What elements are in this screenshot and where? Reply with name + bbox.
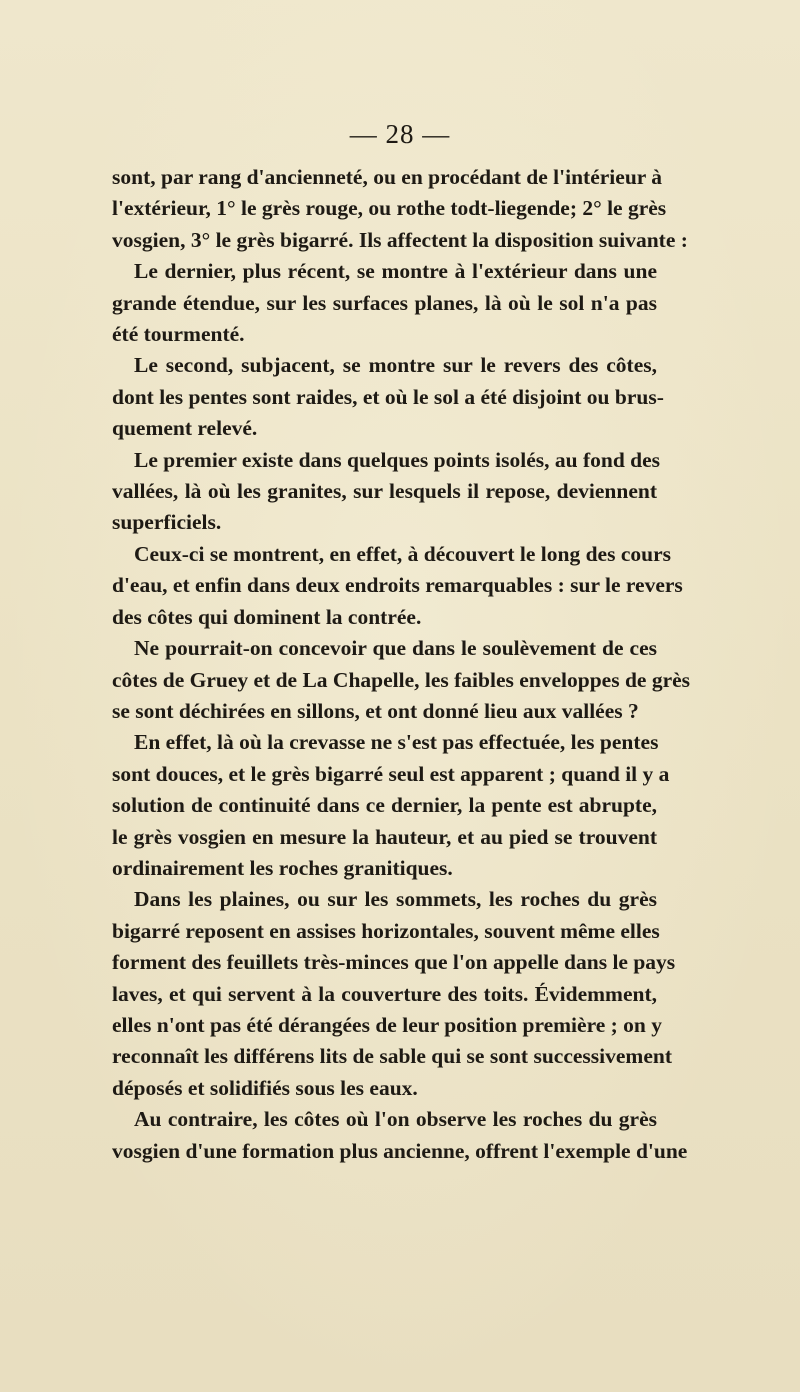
text-line: En effet, là où la crevasse ne s'est pas effectuée, les pentes bbox=[134, 730, 659, 755]
text-line: sont douces, et le grès bigarré seul est apparent ; quand il y a bbox=[112, 761, 670, 786]
text-line: déposés et solidifiés sous les eaux. bbox=[112, 1075, 418, 1100]
text-line: dont les pentes sont raides, et où le sol a été disjoint ou brus- bbox=[112, 384, 664, 409]
text-line: reconnaît les différens lits de sable qui se sont successivement bbox=[112, 1044, 672, 1069]
text-line: vosgien d'une formation plus ancienne, offrent l'exemple d'une bbox=[112, 1138, 688, 1163]
text-line: ordinairement les roches granitiques. bbox=[112, 855, 453, 880]
text-line: quement relevé. bbox=[112, 416, 258, 441]
text-line: Le second, subjacent, se montre sur le revers des côtes, bbox=[134, 353, 657, 378]
text-line: le grès vosgien en mesure la hauteur, et au pied se trouvent bbox=[112, 824, 657, 849]
text-line: superficiels. bbox=[112, 510, 222, 535]
text-line: bigarré reposent en assises horizontales, souvent même elles bbox=[112, 918, 660, 943]
text-line: Le dernier, plus récent, se montre à l'extérieur dans une bbox=[134, 259, 657, 284]
text-line: d'eau, et enfin dans deux endroits remarquables : sur le revers bbox=[112, 573, 683, 598]
body-text bbox=[112, 162, 691, 1167]
text-line: laves, et qui servent à la couverture des toits. Évidemment, bbox=[112, 981, 657, 1006]
text-line: des côtes qui dominent la contrée. bbox=[112, 604, 422, 629]
text-line: grande étendue, sur les surfaces planes, là où le sol n'a pas bbox=[112, 290, 657, 315]
text-line: se sont déchirées en sillons, et ont donné lieu aux vallées ? bbox=[112, 698, 639, 723]
text-line: Au contraire, les côtes où l'on observe les roches du grès bbox=[134, 1107, 657, 1132]
text-line: Dans les plaines, ou sur les sommets, les roches du grès bbox=[134, 887, 657, 912]
page-number: — 28 — bbox=[349, 119, 451, 149]
text-line: côtes de Gruey et de La Chapelle, les faibles enveloppes de grès bbox=[112, 667, 691, 692]
text-line: été tourmenté. bbox=[112, 322, 245, 347]
text-line: Le premier existe dans quelques points isolés, au fond des bbox=[134, 447, 661, 472]
text-line: forment des feuillets très-minces que l'on appelle dans le pays bbox=[112, 950, 676, 975]
text-line: solution de continuité dans ce dernier, la pente est abrupte, bbox=[112, 793, 657, 818]
text-line: vosgien, 3° le grès bigarré. Ils affectent la disposition suivante : bbox=[112, 227, 688, 252]
text-line: elles n'ont pas été dérangées de leur position première ; on y bbox=[112, 1012, 663, 1037]
text-line: Ceux-ci se montrent, en effet, à découvert le long des cours bbox=[134, 541, 671, 566]
text-line: vallées, là où les granites, sur lesquels il repose, deviennent bbox=[112, 479, 657, 504]
text-line: sont, par rang d'ancienneté, ou en procédant de l'intérieur à bbox=[112, 165, 663, 189]
text-line: Ne pourrait-on concevoir que dans le soulèvement de ces bbox=[134, 636, 657, 661]
text-line: l'extérieur, 1° le grès rouge, ou rothe todt-liegende; 2° le grès bbox=[112, 196, 667, 221]
